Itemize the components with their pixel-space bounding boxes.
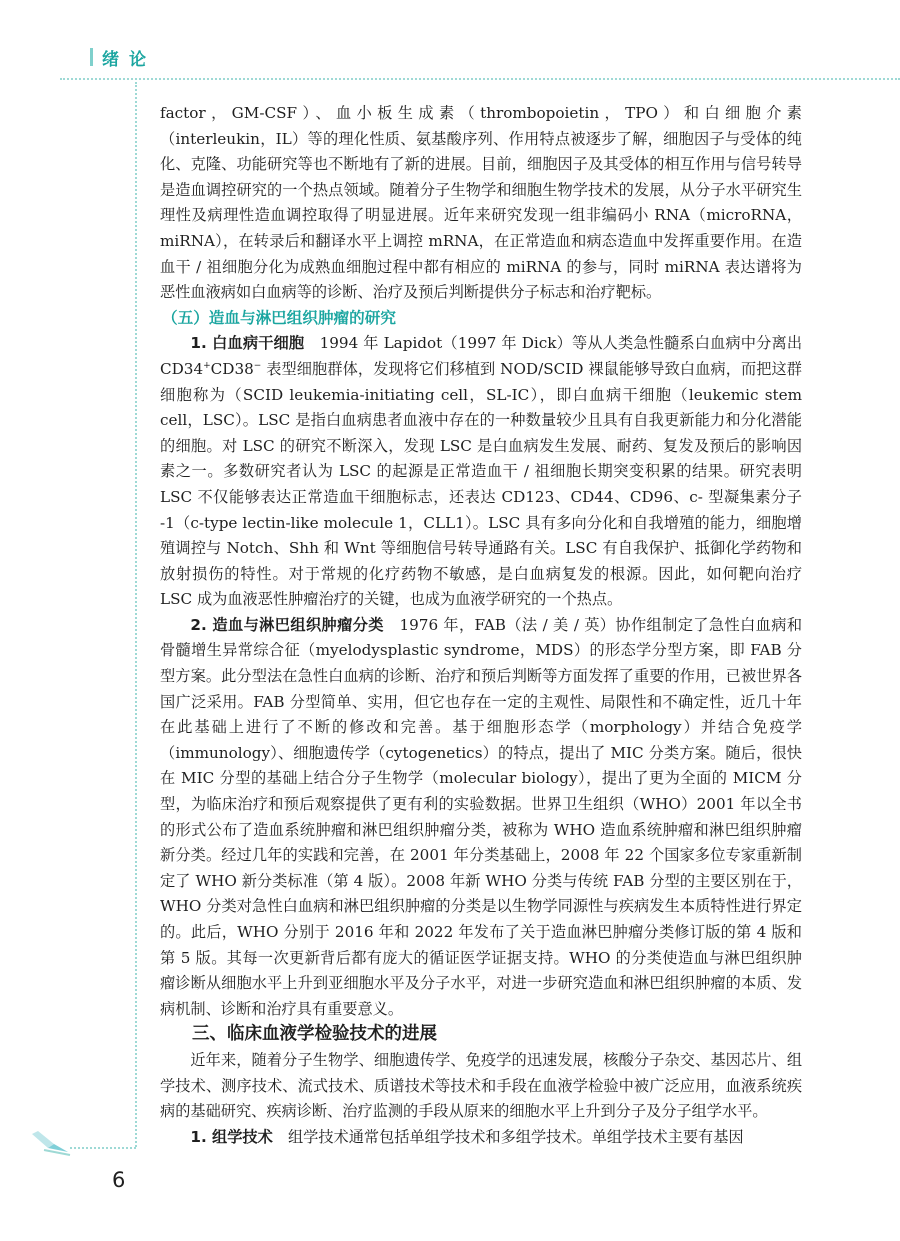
item-paragraph-omics: 1. 组学技术 组学技术通常包括单组学技术和多组学技术。单组学技术主要有基因 [190, 1127, 744, 1146]
pen-decoration-icon [30, 1128, 76, 1158]
subsection-heading: （五）造血与淋巴组织肿瘤的研究 [162, 308, 396, 327]
page-number: 6 [112, 1168, 126, 1192]
intro-paragraph: factor，GM-CSF）、血小板生成素（thrombopoietin，TPO）和白细胞介素（interleukin，IL）等的理化性质、氨基酸序列、作用特点被逐步了解，细胞因子与受体的纯化、克隆、功能研究等也不断地有了新的进展。目前，细胞因子及其受体的相互作用与信号转导是造血调控研究的一个热点领域。随着分子生物学和细胞生物学技术的发展，从分子水平研究生理性及病理性造血调控取得了明显进展。近年来研究发现一组非编码小 RNA（microRNA，miRNA），在转录后和翻译水平上调控 mRNA，在正常造血和病态造血中发挥重要作用。在造血干 / 祖细胞分化为成熟血细胞过程中都有相应的 miRNA 的参与，同时 miRNA 表达谱将为恶性血液病如白血病等的诊断、治疗及预后判断提供分子标志和治疗靶标。 [160, 104, 802, 302]
footer-divider [70, 1147, 136, 1149]
margin-divider [135, 82, 137, 1147]
page-body [160, 101, 802, 1150]
item-label: 1. 白血病干细胞 [190, 334, 305, 353]
item-label: 2. 造血与淋巴组织肿瘤分类 [190, 615, 384, 634]
running-header-title: 绪论 [102, 50, 156, 70]
section-heading: 三、临床血液学检验技术的进展 [192, 1024, 437, 1045]
item-paragraph-leukemic-stem-cell: 1. 白血病干细胞 1994 年 Lapidot（1997 年 Dick）等从人类急性髓系白血病中分离出 CD34+CD38− 表型细胞群体，发现将它们移植到 NOD/SCID 裸鼠能够导致白血病，而把这群细胞称为（SCID leukemia-initiating cell，SL-IC），即白血病干细胞（leukemic stem cell，LSC）。LSC 是指白血病患者血液中存在的一种数量较少且具有自我更新能力和分化潜能的细胞。对 LSC 的研究不断深入，发现 LSC 是白血病发生发展、耐药、复发及预后的影响因素之一。多数研究者认为 LSC 的起源是正常造血干 / 祖细胞长期突变积累的结果。研究表明 LSC 不仅能够表达正常造血干细胞标志，还表达 CD123、CD44、CD96、c- 型凝集素分子 -1（c-type lectin-like molecule 1，CLL1）。LSC 具有多向分化和自我增殖的能力，细胞增殖调控与 Notch、Shh 和 Wnt 等细胞信号转导通路有关。LSC 有自我保护、抵御化学药物和放射损伤的特性。对于常规的化疗药物不敏感，是白血病复发的根源。因此，如何靶向治疗 LSC 成为血液恶性肿瘤治疗的关键，也成为血液学研究的一个热点。 [160, 334, 803, 609]
item-label: 1. 组学技术 [190, 1127, 273, 1146]
item-paragraph-tumor-classification: 2. 造血与淋巴组织肿瘤分类 1976 年，FAB（法 / 美 / 英）协作组制定了急性白血病和骨髓增生异常综合征（myelodysplastic syndrome，MDS）的形态学分型方案，即 FAB 分型方案。此分型法在急性白血病的诊断、治疗和预后判断等方面发挥了重要的作用，已被世界各国广泛采用。FAB 分型简单、实用，但它也存在一定的主观性、局限性和不确定性，近几十年在此基础上进行了不断的修改和完善。基于细胞形态学（morphology）并结合免疫学（immunology）、细胞遗传学（cytogenetics）的特点，提出了 MIC 分类方案。随后，很快在 MIC 分型的基础上结合分子生物学（molecular biology），提出了更为全面的 MICM 分型，为临床治疗和预后观察提供了更有利的实验数据。世界卫生组织（WHO）2001 年以全书的形式公布了造血系统肿瘤和淋巴组织肿瘤分类，被称为 WHO 造血系统肿瘤和淋巴组织肿瘤新分类。经过几年的实践和完善，在 2001 年分类基础上，2008 年 22 个国家多位专家重新制定了 WHO 新分类标准（第 4 版）。2008 年新 WHO 分类与传统 FAB 分型的主要区别在于，WHO 分类对急性白血病和淋巴组织肿瘤的分类是以生物学同源性与疾病发生本质特性进行界定的。此后，WHO 分别于 2016 年和 2022 年发布了关于造血淋巴肿瘤分类修订版的第 4 版和第 5 版。其每一次更新背后都有庞大的循证医学证据支持。WHO 的分类使造血与淋巴组织肿瘤诊断从细胞水平上升到亚细胞水平及分子水平，对进一步研究造血和淋巴组织肿瘤的本质、发病机制、诊断和治疗具有重要意义。 [160, 615, 803, 1018]
section-paragraph: 近年来，随着分子生物学、细胞遗传学、免疫学的迅速发展，核酸分子杂交、基因芯片、组学技术、测序技术、流式技术、质谱技术等技术和手段在血液学检验中被广泛应用，血液系统疾病的基础研究、疾病诊断、治疗监测的手段从原来的细胞水平上升到分子及分子组学水平。 [160, 1050, 802, 1121]
header-divider [60, 78, 900, 80]
